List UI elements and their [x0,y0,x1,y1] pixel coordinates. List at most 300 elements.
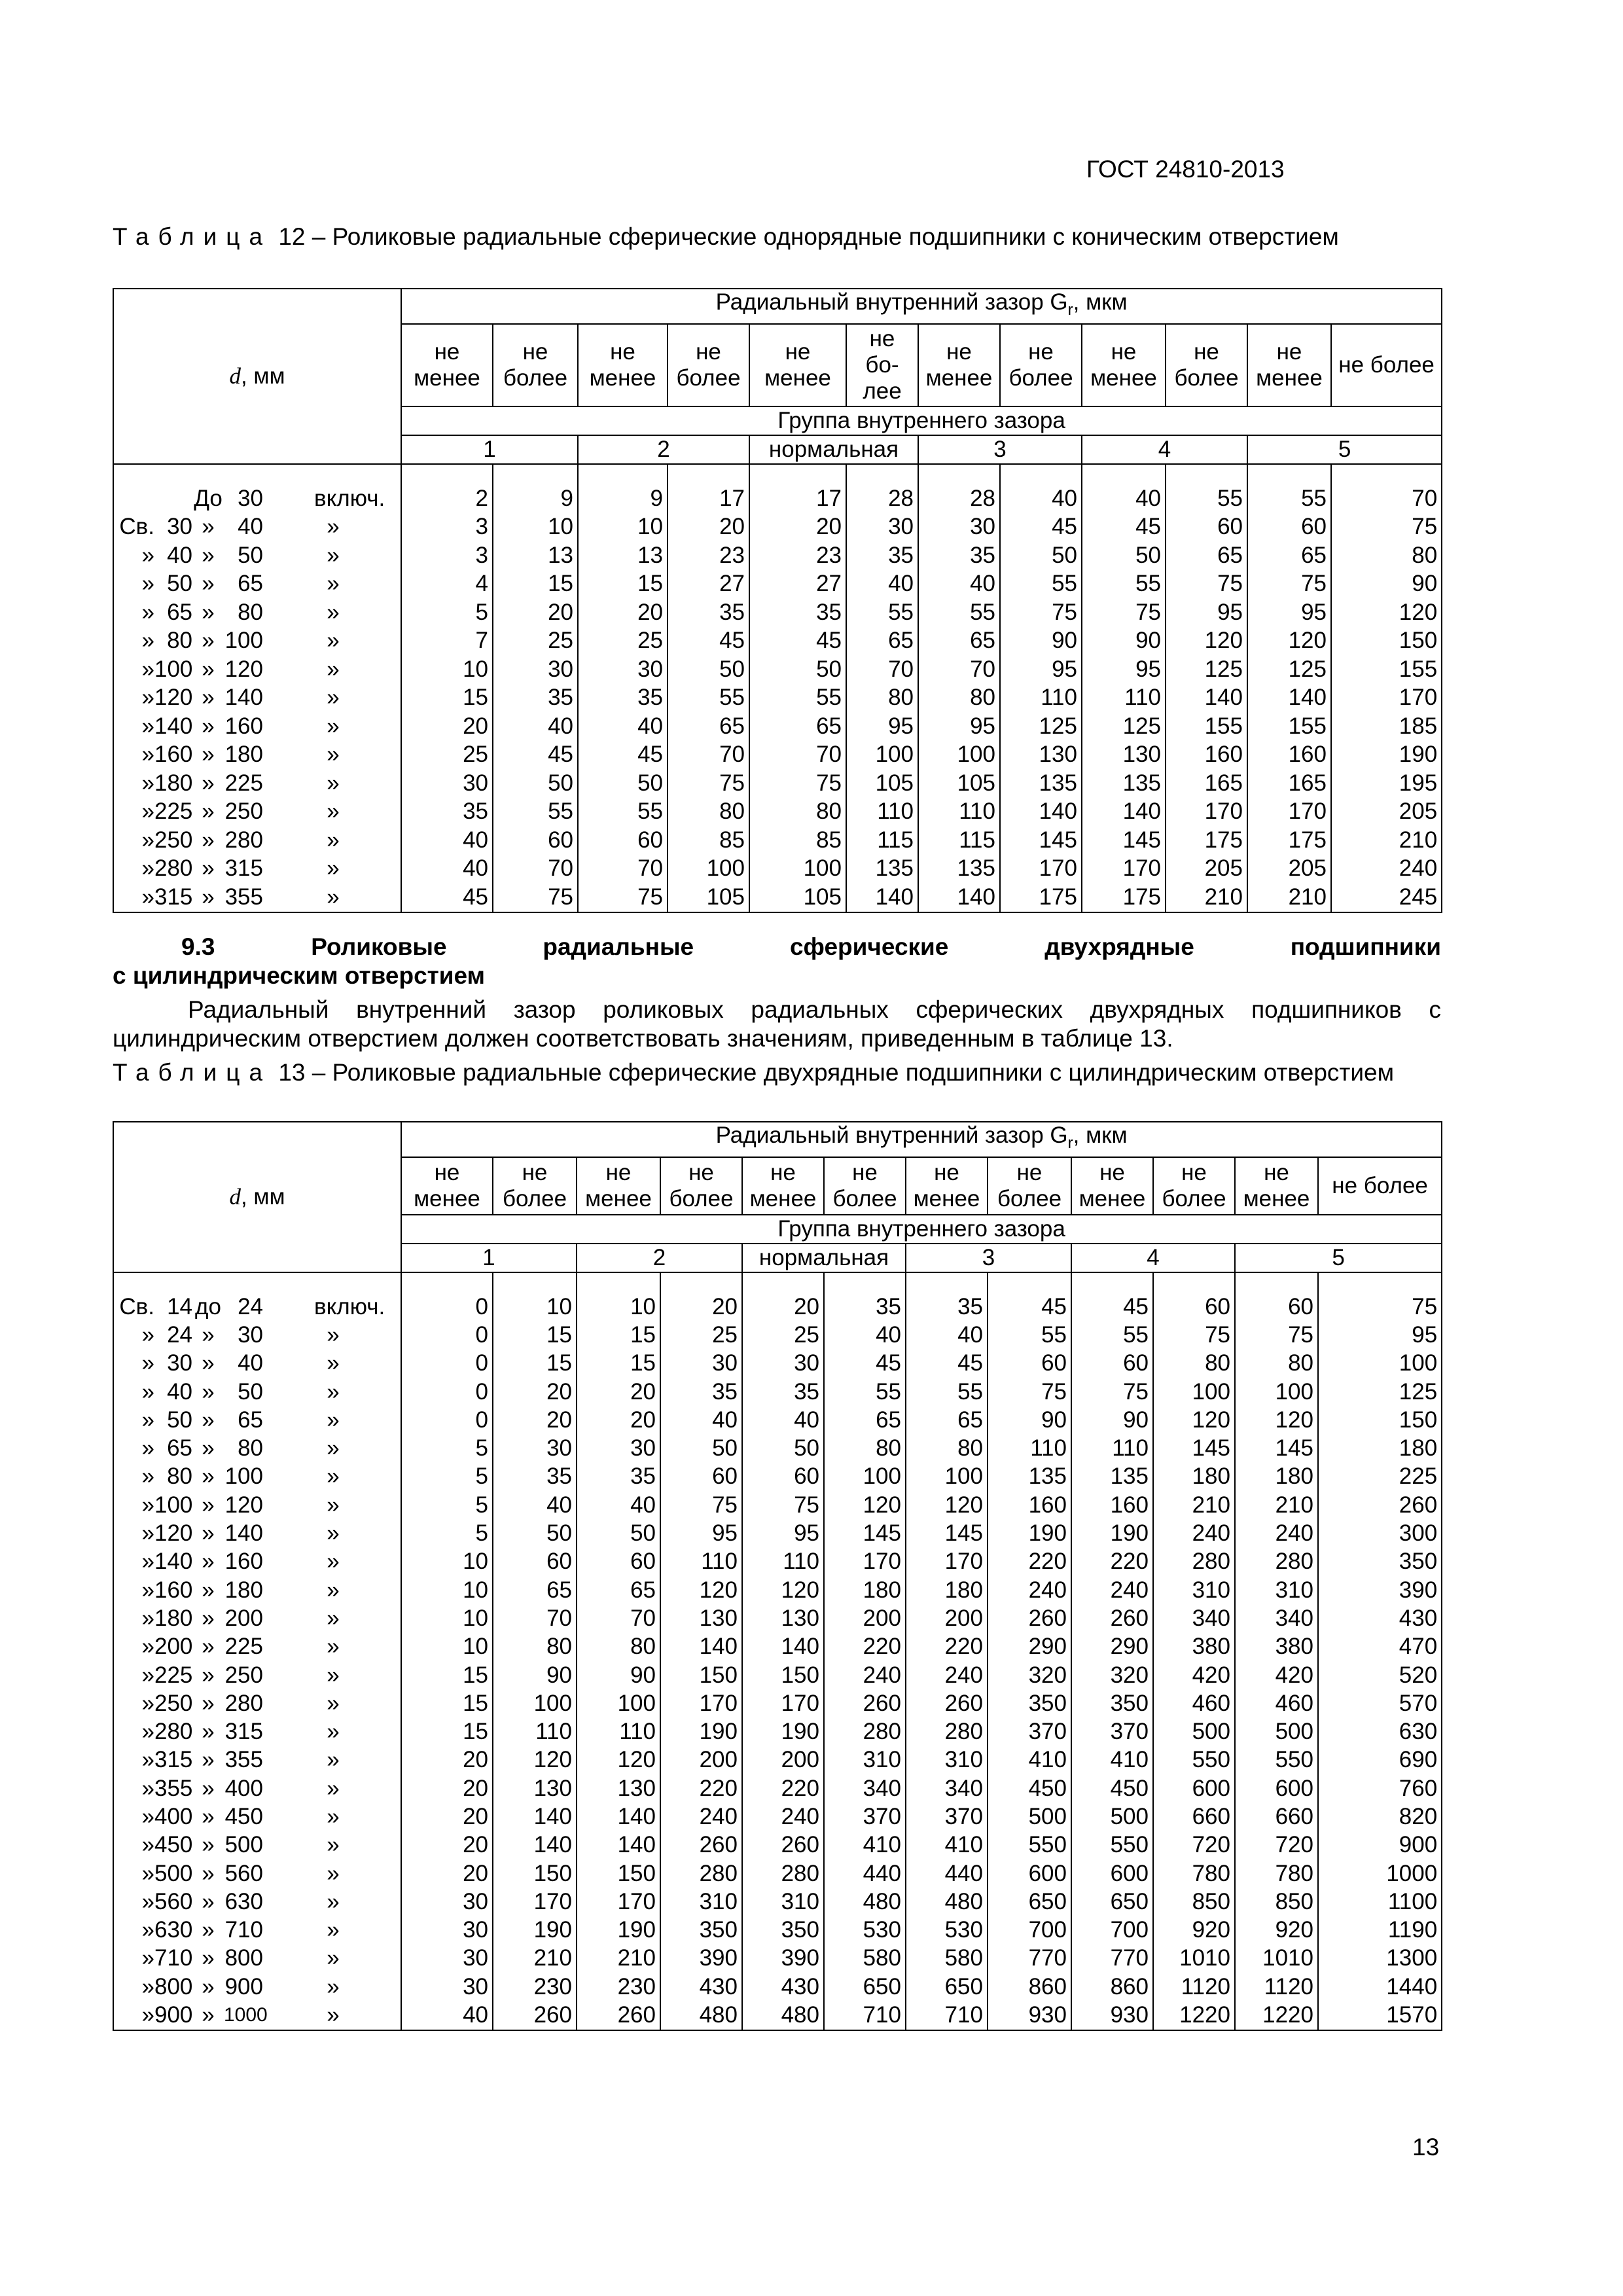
clearance-value: 115 [918,826,1000,855]
size-range-mid: » [202,599,215,625]
table-row [113,1321,1442,1349]
clearance-value: 170 [1331,684,1442,713]
clearance-value: 230 [577,1973,660,2001]
clearance-value: 45 [668,627,749,656]
clearance-value: 5 [401,1434,493,1462]
size-range-pre: » [141,713,154,739]
size-range-cell [113,513,401,542]
clearance-value: 2 [401,484,493,513]
clearance-value: 60 [493,826,578,855]
clearance-value: 9 [493,484,578,513]
size-range-to: 400 [224,1775,263,1801]
clearance-value: 320 [1071,1661,1153,1689]
clearance-value: 150 [1331,627,1442,656]
group-4: 4 [1082,435,1247,464]
clearance-value: 40 [578,712,668,741]
limit-min: не менее [578,324,668,406]
clearance-value: 80 [493,1633,577,1661]
group-1: 1 [401,435,578,464]
clearance-value: 75 [1000,598,1082,627]
clearance-value: 70 [668,741,749,770]
clearance-value: 200 [660,1746,742,1774]
table-12-caption [113,223,1441,251]
size-range-to: 280 [224,827,263,853]
table-row [113,1633,1442,1661]
heading-word: двухрядные [1044,933,1194,960]
size-range-incl: » [327,1690,340,1716]
size-range-cell [113,855,401,884]
clearance-value: 40 [493,1491,577,1519]
size-range-cell [113,1888,401,1916]
clearance-value: 580 [824,1945,906,1973]
size-range-cell [113,1463,401,1491]
clearance-value: 100 [668,855,749,884]
size-range-from: 30 [167,1350,192,1376]
clearance-value: 20 [493,598,578,627]
limit-max: не более [493,324,578,406]
clearance-value: 720 [1153,1831,1235,1859]
size-range-incl: » [327,1520,340,1547]
size-range-pre: » [141,798,154,825]
size-range-incl: » [327,571,340,597]
size-range-cell [113,598,401,627]
clearance-value: 65 [918,627,1000,656]
clearance-value: 135 [988,1463,1071,1491]
clearance-value: 65 [824,1406,906,1434]
clearance-value: 65 [906,1406,988,1434]
clearance-value: 15 [493,570,578,599]
size-range-incl: » [327,827,340,853]
clearance-value: 480 [824,1888,906,1916]
d-header: d, мм [113,289,401,464]
clearance-value: 80 [577,1633,660,1661]
size-range-to: 355 [224,884,263,910]
clearance-value: 125 [1000,712,1082,741]
size-range-to: 50 [238,542,263,568]
size-range-pre: » [141,884,154,910]
clearance-value: 70 [1331,484,1442,513]
table-row [113,826,1442,855]
table-row [113,1859,1442,1888]
clearance-value: 170 [1166,798,1247,827]
clearance-value: 210 [1247,883,1331,912]
clearance-value: 155 [1331,655,1442,684]
clearance-value: 0 [401,1321,493,1349]
size-range-incl: включ. [314,1293,385,1319]
size-range-mid: » [202,1407,215,1433]
size-range-to: 160 [224,713,263,739]
clearance-value: 195 [1331,769,1442,798]
size-range-from [154,486,192,512]
clearance-value: 55 [846,598,918,627]
table-row [113,2001,1442,2030]
clearance-value: 120 [1235,1406,1318,1434]
clearance-value: 30 [577,1434,660,1462]
size-range-mid: » [202,1945,215,1971]
heading-word: Роликовые [311,933,447,960]
group-header: Группа внутреннего зазора [401,1215,1442,1244]
clearance-value: 140 [1000,798,1082,827]
size-range-from: 355 [154,1775,193,1801]
clearance-value: 35 [846,541,918,570]
clearance-value: 280 [742,1859,824,1888]
size-range-pre: Св. [119,1293,154,1319]
clearance-value: 95 [1000,655,1082,684]
clearance-value: 100 [577,1689,660,1717]
clearance-value: 20 [401,1746,493,1774]
size-range-pre: » [141,1803,154,1829]
clearance-value: 60 [1247,513,1331,542]
clearance-value: 225 [1318,1463,1442,1491]
clearance-value: 40 [742,1406,824,1434]
clearance-value: 60 [988,1350,1071,1378]
size-range-to: 355 [224,1747,263,1773]
clearance-value: 105 [668,883,749,912]
size-range-mid: » [202,1888,215,1914]
clearance-value: 25 [401,741,493,770]
limit-max: не более [1153,1157,1235,1215]
table-row [113,1717,1442,1746]
size-range-to: 250 [224,798,263,825]
size-range-incl: » [327,599,340,625]
clearance-value: 480 [742,2001,824,2030]
clearance-value: 240 [1153,1519,1235,1547]
size-range-pre: » [141,1549,154,1575]
clearance-value: 50 [742,1434,824,1462]
size-range-from: 160 [154,1577,193,1603]
clearance-value: 45 [824,1350,906,1378]
clearance-value: 10 [401,1633,493,1661]
clearance-value: 5 [401,1491,493,1519]
size-range-from: 450 [154,1832,193,1858]
group-3: 3 [918,435,1082,464]
clearance-value: 40 [401,855,493,884]
clearance-value: 100 [906,1463,988,1491]
clearance-value: 70 [749,741,846,770]
clearance-value: 140 [1247,684,1331,713]
clearance-value: 240 [1331,855,1442,884]
clearance-value: 45 [1000,513,1082,542]
clearance-value: 45 [1071,1293,1153,1321]
size-range-cell [113,826,401,855]
size-range-cell [113,1576,401,1604]
size-range-pre: » [141,1860,154,1886]
clearance-value: 600 [1153,1774,1235,1803]
clearance-value: 55 [906,1378,988,1406]
clearance-value: 1220 [1235,2001,1318,2030]
clearance-value: 15 [578,570,668,599]
size-range-from: 80 [167,628,192,654]
clearance-value: 920 [1235,1916,1318,1945]
clearance-value: 170 [493,1888,577,1916]
clearance-value: 100 [749,855,846,884]
size-range-mid: » [202,1492,215,1518]
clearance-value: 70 [493,1604,577,1632]
clearance-value: 75 [1318,1293,1442,1321]
clearance-value: 60 [578,826,668,855]
clearance-value: 3 [401,513,493,542]
clearance-value: 65 [1247,541,1331,570]
clearance-value: 45 [1082,513,1166,542]
size-range-incl: » [327,1747,340,1773]
size-range-mid: » [202,1690,215,1716]
clearance-value: 30 [401,1916,493,1945]
size-range-incl: » [327,2002,340,2028]
clearance-value: 155 [1166,712,1247,741]
size-range-from: 800 [154,1973,193,2000]
clearance-value: 460 [1153,1689,1235,1717]
clearance-value: 170 [1082,855,1166,884]
table-13-caption-word: Таблица [113,1059,272,1086]
clearance-value: 17 [668,484,749,513]
clearance-value: 20 [578,598,668,627]
table-12 [113,288,1442,913]
clearance-value: 55 [493,798,578,827]
clearance-value: 120 [577,1746,660,1774]
clearance-value: 300 [1318,1519,1442,1547]
clearance-value: 430 [742,1973,824,2001]
size-range-incl: » [327,656,340,682]
clearance-value: 280 [906,1717,988,1746]
clearance-value: 140 [846,883,918,912]
clearance-value: 130 [1082,741,1166,770]
size-range-mid: » [202,742,215,768]
clearance-value: 75 [742,1491,824,1519]
clearance-value: 160 [1166,741,1247,770]
clearance-value: 170 [906,1548,988,1576]
table-row [113,1945,1442,1973]
clearance-value: 55 [988,1321,1071,1349]
clearance-value: 27 [749,570,846,599]
size-range-to: 560 [224,1860,263,1886]
clearance-value: 210 [1235,1491,1318,1519]
size-range-cell [113,1293,401,1321]
clearance-value: 530 [906,1916,988,1945]
size-range-to: 630 [224,1888,263,1914]
size-range-to: 140 [224,1520,263,1547]
clearance-value: 15 [401,1689,493,1717]
size-range-from: 560 [154,1888,193,1914]
size-range-from: 280 [154,855,193,882]
clearance-value: 240 [1071,1576,1153,1604]
size-range-mid: » [202,1747,215,1773]
clearance-value: 35 [401,798,493,827]
clearance-value: 260 [493,2001,577,2030]
clearance-value: 390 [1318,1576,1442,1604]
clearance-value: 650 [1071,1888,1153,1916]
clearance-value: 180 [824,1576,906,1604]
clearance-value: 260 [1071,1604,1153,1632]
clearance-value: 630 [1318,1717,1442,1746]
clearance-value: 0 [401,1293,493,1321]
clearance-value: 30 [401,1945,493,1973]
clearance-value: 650 [988,1888,1071,1916]
clearance-value: 145 [1082,826,1166,855]
clearance-value: 50 [660,1434,742,1462]
clearance-value: 20 [401,1774,493,1803]
size-range-mid: » [202,1662,215,1688]
clearance-value: 660 [1153,1803,1235,1831]
clearance-value: 550 [1153,1746,1235,1774]
size-range-from: 140 [154,713,193,739]
clearance-value: 550 [1235,1746,1318,1774]
size-range-incl: » [327,1577,340,1603]
clearance-value: 120 [660,1576,742,1604]
size-range-incl: » [327,1973,340,2000]
clearance-value: 10 [578,513,668,542]
clearance-value: 75 [1153,1321,1235,1349]
clearance-value: 10 [577,1293,660,1321]
clearance-value: 1100 [1318,1888,1442,1916]
clearance-value: 45 [578,741,668,770]
clearance-value: 260 [660,1831,742,1859]
clearance-value: 350 [1071,1689,1153,1717]
clearance-value: 1010 [1153,1945,1235,1973]
clearance-value: 450 [1071,1774,1153,1803]
clearance-value: 220 [988,1548,1071,1576]
size-range-pre: » [141,628,154,654]
clearance-value: 30 [846,513,918,542]
size-range-mid: » [202,1775,215,1801]
limit-min: не менее [918,324,1000,406]
clearance-value: 170 [742,1689,824,1717]
clearance-value: 200 [824,1604,906,1632]
clearance-value: 60 [1071,1350,1153,1378]
limit-min: не менее [1235,1157,1318,1215]
size-range-pre: » [141,742,154,768]
clearance-value: 900 [1318,1831,1442,1859]
clearance-value: 0 [401,1406,493,1434]
clearance-value: 110 [1082,684,1166,713]
limit-min: не менее [742,1157,824,1215]
size-range-cell [113,1633,401,1661]
clearance-value: 135 [918,855,1000,884]
size-range-to: 50 [238,1378,263,1405]
size-range-mid: » [202,798,215,825]
clearance-value: 210 [1153,1491,1235,1519]
clearance-value: 260 [742,1831,824,1859]
size-range-cell [113,1746,401,1774]
limit-max: не более [493,1157,577,1215]
clearance-value: 185 [1331,712,1442,741]
size-range-from: 120 [154,1520,193,1547]
size-range-incl: » [327,1634,340,1660]
clearance-value: 95 [846,712,918,741]
clearance-value: 110 [988,1434,1071,1462]
clearance-value: 1120 [1235,1973,1318,2001]
size-range-pre: » [141,1577,154,1603]
clearance-value: 75 [660,1491,742,1519]
size-range-pre: » [141,1605,154,1631]
size-range-cell [113,712,401,741]
clearance-value: 55 [824,1378,906,1406]
clearance-value: 90 [1082,627,1166,656]
table-row [113,1378,1442,1406]
clearance-value: 580 [906,1945,988,1973]
size-range-mid: » [202,571,215,597]
clearance-value: 100 [1318,1350,1442,1378]
size-range-cell [113,655,401,684]
clearance-value: 80 [1235,1350,1318,1378]
clearance-value: 35 [493,1463,577,1491]
clearance-value: 340 [1153,1604,1235,1632]
size-range-cell [113,1491,401,1519]
clearance-value: 50 [749,655,846,684]
clearance-value: 20 [493,1406,577,1434]
clearance-value: 25 [742,1321,824,1349]
clearance-value: 130 [1000,741,1082,770]
clearance-value: 370 [906,1803,988,1831]
table-row [113,712,1442,741]
clearance-value: 35 [668,598,749,627]
clearance-value: 410 [988,1746,1071,1774]
clearance-value: 145 [906,1519,988,1547]
clearance-value: 140 [660,1633,742,1661]
clearance-value: 180 [1318,1434,1442,1462]
clearance-value: 190 [1331,741,1442,770]
group-header: Группа внутреннего зазора [401,406,1442,435]
size-range-incl: » [327,1832,340,1858]
clearance-value: 240 [906,1661,988,1689]
clearance-value: 30 [660,1350,742,1378]
size-range-pre: » [141,1350,154,1376]
size-range-mid: » [202,628,215,654]
clearance-value: 500 [988,1803,1071,1831]
table-row [113,1661,1442,1689]
size-range-cell [113,627,401,656]
clearance-value: 90 [1331,570,1442,599]
clearance-value: 80 [668,798,749,827]
clearance-value: 470 [1318,1633,1442,1661]
clearance-value: 770 [1071,1945,1153,1973]
clearance-value: 45 [493,741,578,770]
clearance-value: 75 [578,883,668,912]
size-range-cell [113,1717,401,1746]
size-range-cell [113,1350,401,1378]
clearance-value: 370 [824,1803,906,1831]
clearance-value: 205 [1247,855,1331,884]
clearance-value: 105 [918,769,1000,798]
clearance-value: 570 [1318,1689,1442,1717]
size-range-mid: » [202,1577,215,1603]
table-row [113,741,1442,770]
size-range-pre: » [141,1407,154,1433]
size-range-to: 450 [224,1803,263,1829]
size-range-mid: » [202,542,215,568]
clearance-value: 150 [577,1859,660,1888]
group-1: 1 [401,1244,577,1272]
clearance-value: 170 [577,1888,660,1916]
clearance-value: 100 [1235,1378,1318,1406]
clearance-value: 120 [742,1576,824,1604]
clearance-value: 35 [742,1378,824,1406]
size-range-from: 180 [154,1605,193,1631]
clearance-value: 350 [742,1916,824,1945]
clearance-value: 280 [1235,1548,1318,1576]
clearance-value: 85 [668,826,749,855]
clearance-value: 80 [918,684,1000,713]
size-range-pre: » [141,1917,154,1943]
size-range-cell [113,570,401,599]
size-range-to: 140 [224,685,263,711]
clearance-value: 70 [578,855,668,884]
clearance-value: 75 [1247,570,1331,599]
table-row [113,1746,1442,1774]
size-range-incl: » [327,1378,340,1405]
size-range-pre: » [141,770,154,796]
size-range-incl: » [327,514,340,540]
clearance-value: 310 [1235,1576,1318,1604]
